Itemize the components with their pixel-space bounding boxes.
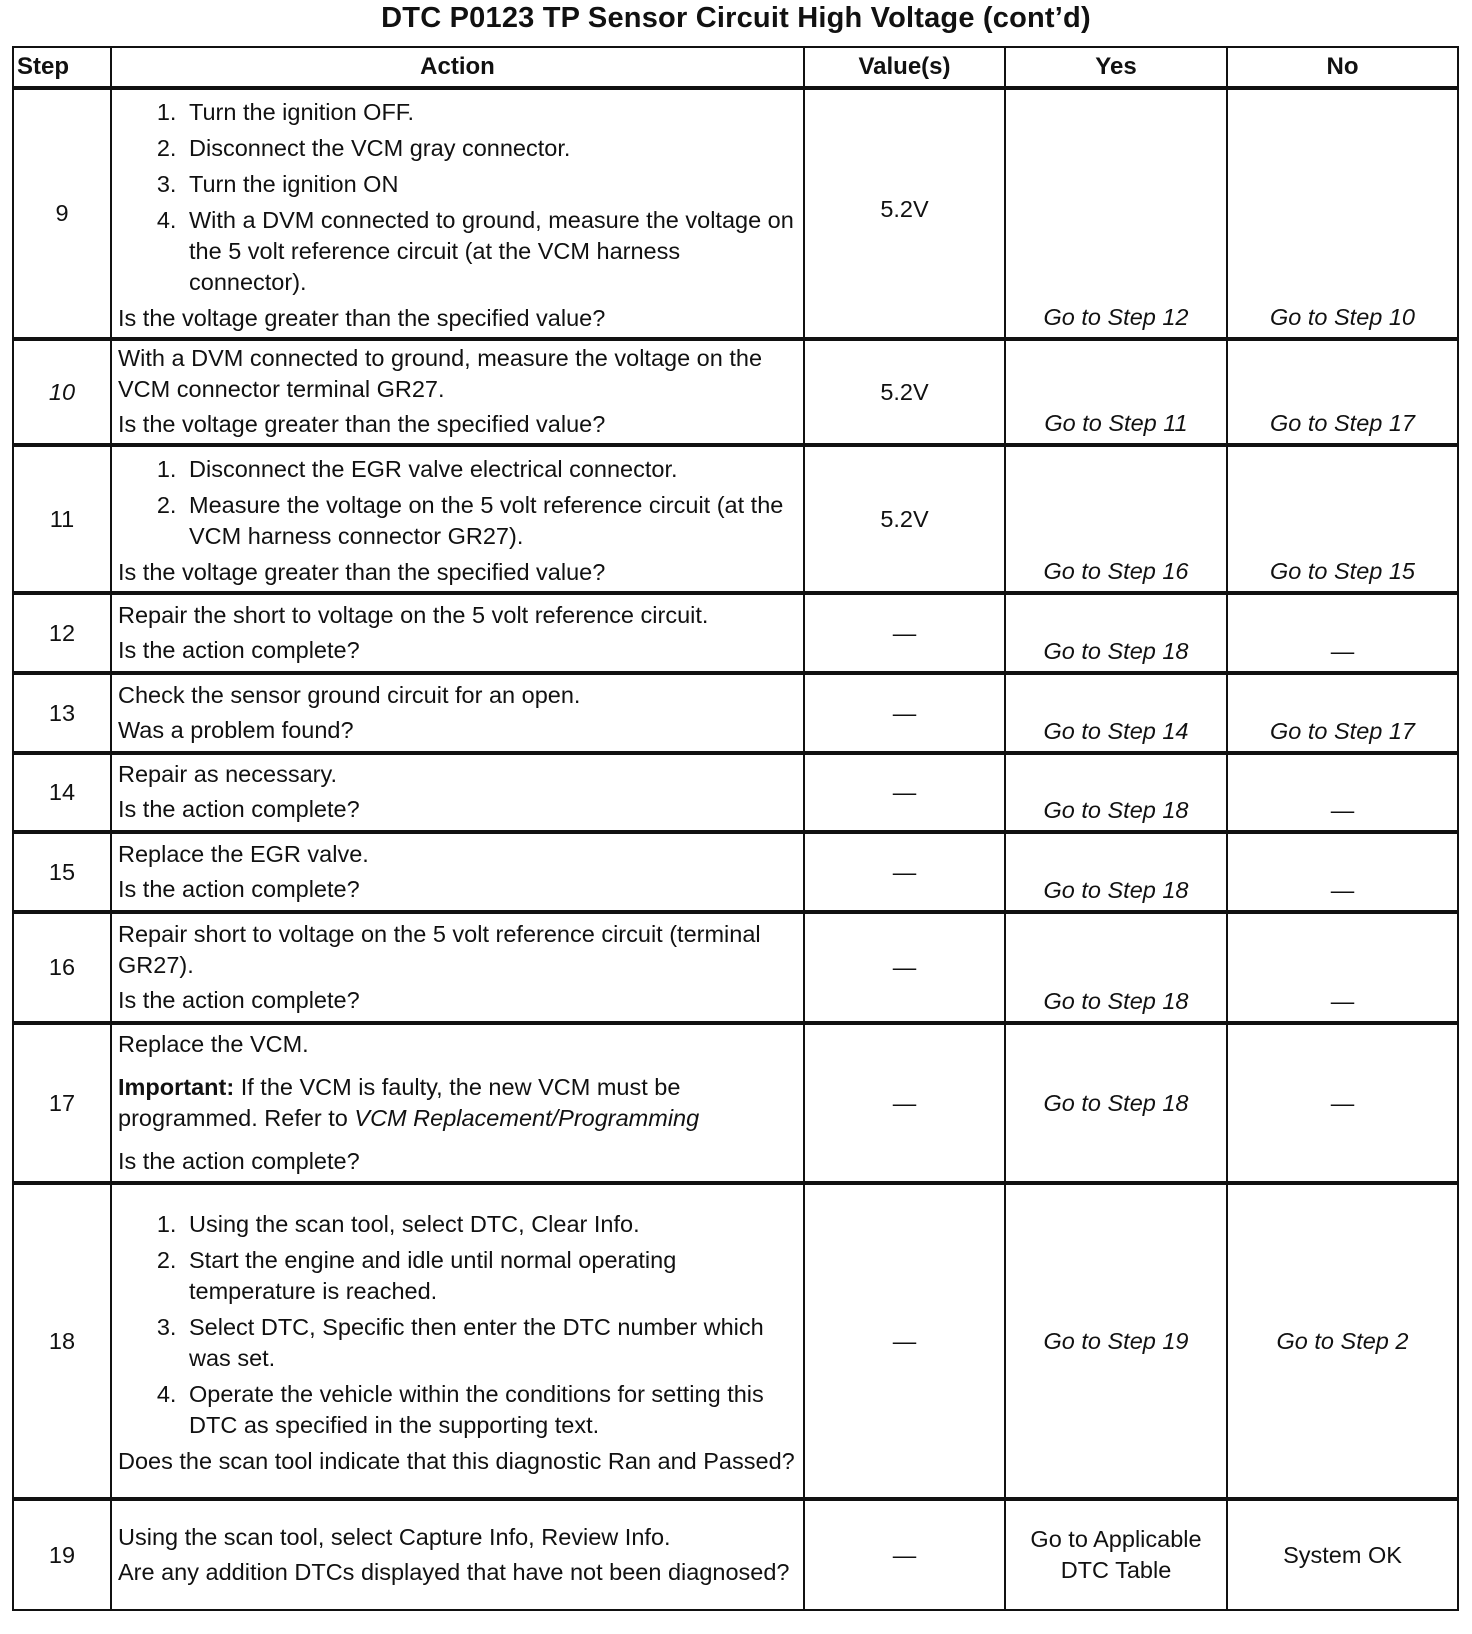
action-text: Repair as necessary.: [118, 761, 337, 788]
action-cell: [111, 1023, 804, 1183]
no-cell: Go to Step 2: [1227, 1183, 1458, 1499]
action-question: Is the voltage greater than the specified value?: [118, 305, 606, 332]
value-cell: —: [804, 1183, 1005, 1499]
action-item: 3. Turn the ignition ON: [183, 169, 797, 200]
action-question: Is the voltage greater than the specified value?: [118, 411, 606, 438]
no-cell: Go to Step 15: [1227, 445, 1458, 593]
no-cell: Go to Step 17: [1227, 339, 1458, 445]
action-item: 4. Operate the vehicle within the conditions for setting this DTC as specified in the supporting text.: [183, 1379, 797, 1441]
action-text: Using the scan tool, select Capture Info, Review Info.: [118, 1523, 671, 1550]
action-question: Was a problem found?: [118, 716, 354, 743]
important-note: [118, 1072, 797, 1134]
no-cell: —: [1227, 1023, 1458, 1183]
yes-cell: Go to Applicable DTC Table: [1005, 1499, 1227, 1610]
value-cell: 5.2V: [804, 88, 1005, 339]
no-cell: —: [1227, 912, 1458, 1023]
dtc-diagnostic-table: [12, 46, 1459, 1611]
value-cell: —: [804, 753, 1005, 832]
table-row: [13, 1023, 1458, 1183]
action-item: 3. Select DTC, Specific then enter the DTC number which was set.: [183, 1312, 797, 1374]
action-item: 1. Using the scan tool, select DTC, Clear Info.: [183, 1209, 797, 1240]
table-row: [13, 673, 1458, 753]
header-values: Value(s): [804, 47, 1005, 88]
action-question: Is the action complete?: [118, 986, 360, 1013]
value-cell: —: [804, 912, 1005, 1023]
header-no: No: [1227, 47, 1458, 88]
table-row: [13, 88, 1458, 339]
value-cell: —: [804, 673, 1005, 753]
action-cell: [111, 832, 804, 912]
table-row: [13, 832, 1458, 912]
action-question: Does the scan tool indicate that this diagnostic Ran and Passed?: [118, 1448, 795, 1475]
action-cell: [111, 1499, 804, 1610]
yes-cell: Go to Step 18: [1005, 912, 1227, 1023]
header-action: Action: [111, 47, 804, 88]
header-yes: Yes: [1005, 47, 1227, 88]
action-question: Is the action complete?: [118, 796, 360, 823]
no-cell: System OK: [1227, 1499, 1458, 1610]
header-step: Step: [13, 47, 111, 88]
yes-cell: Go to Step 12: [1005, 88, 1227, 339]
important-text: If the VCM is faulty, the new VCM must be programmed. Refer to: [118, 1073, 681, 1131]
yes-cell: Go to Step 19: [1005, 1183, 1227, 1499]
important-label: Important:: [118, 1073, 235, 1100]
step-number: 13: [13, 673, 111, 753]
action-cell: [111, 445, 804, 593]
action-cell: [111, 912, 804, 1023]
step-number: 9: [13, 88, 111, 339]
action-item: 2. Measure the voltage on the 5 volt reference circuit (at the VCM harness connector GR27).: [183, 490, 797, 552]
action-question: Is the action complete?: [118, 636, 360, 663]
step-number: 12: [13, 593, 111, 673]
action-cell: [111, 1183, 804, 1499]
step-number: 15: [13, 832, 111, 912]
no-cell: —: [1227, 593, 1458, 673]
yes-cell: Go to Step 18: [1005, 593, 1227, 673]
action-item: 4. With a DVM connected to ground, measure the voltage on the 5 volt reference circuit (at the VCM harness connector).: [183, 205, 797, 298]
action-text: Repair short to voltage on the 5 volt reference circuit (terminal GR27).: [118, 920, 761, 978]
action-question: Is the action complete?: [118, 1147, 360, 1174]
step-number: 14: [13, 753, 111, 832]
value-cell: —: [804, 1499, 1005, 1610]
step-number: 17: [13, 1023, 111, 1183]
action-question: Is the action complete?: [118, 875, 360, 902]
no-cell: Go to Step 10: [1227, 88, 1458, 339]
action-item: 2. Disconnect the VCM gray connector.: [183, 133, 797, 164]
action-text: With a DVM connected to ground, measure the voltage on the VCM connector terminal GR27.: [118, 345, 763, 403]
table-row: [13, 1499, 1458, 1610]
action-text: Check the sensor ground circuit for an open.: [118, 681, 581, 708]
table-row: [13, 753, 1458, 832]
action-item: 1. Disconnect the EGR valve electrical connector.: [183, 454, 797, 485]
action-text: Replace the VCM.: [118, 1030, 309, 1057]
action-cell: [111, 673, 804, 753]
action-question: Is the voltage greater than the specified value?: [118, 559, 606, 586]
action-cell: [111, 88, 804, 339]
value-cell: —: [804, 593, 1005, 673]
action-cell: [111, 593, 804, 673]
yes-cell: Go to Step 18: [1005, 1023, 1227, 1183]
step-number: 11: [13, 445, 111, 593]
value-cell: —: [804, 832, 1005, 912]
action-item: 2. Start the engine and idle until normal operating temperature is reached.: [183, 1245, 797, 1307]
page-title: DTC P0123 TP Sensor Circuit High Voltage (cont’d): [381, 2, 1091, 34]
table-row: [13, 593, 1458, 673]
step-number: 19: [13, 1499, 111, 1610]
step-number: 16: [13, 912, 111, 1023]
table-row: [13, 1183, 1458, 1499]
action-question: Are any addition DTCs displayed that have not been diagnosed?: [118, 1558, 790, 1585]
action-cell: [111, 339, 804, 445]
yes-cell: Go to Step 11: [1005, 339, 1227, 445]
value-cell: —: [804, 1023, 1005, 1183]
step-number: 18: [13, 1183, 111, 1499]
action-item: 1. Turn the ignition OFF.: [183, 97, 797, 128]
action-cell: [111, 753, 804, 832]
no-cell: Go to Step 17: [1227, 673, 1458, 753]
action-text: Replace the EGR valve.: [118, 840, 369, 867]
table-header-row: [13, 47, 1458, 88]
yes-cell: Go to Step 14: [1005, 673, 1227, 753]
yes-cell: Go to Step 18: [1005, 753, 1227, 832]
value-cell: 5.2V: [804, 339, 1005, 445]
reference-link[interactable]: VCM Replacement/Programming: [354, 1104, 700, 1131]
yes-cell: Go to Step 16: [1005, 445, 1227, 593]
table-row: [13, 445, 1458, 593]
value-cell: 5.2V: [804, 445, 1005, 593]
table-row: [13, 339, 1458, 445]
no-cell: —: [1227, 753, 1458, 832]
action-text: Repair the short to voltage on the 5 volt reference circuit.: [118, 601, 709, 628]
step-number: 10: [13, 339, 111, 445]
table-row: [13, 912, 1458, 1023]
yes-cell: Go to Step 18: [1005, 832, 1227, 912]
no-cell: —: [1227, 832, 1458, 912]
